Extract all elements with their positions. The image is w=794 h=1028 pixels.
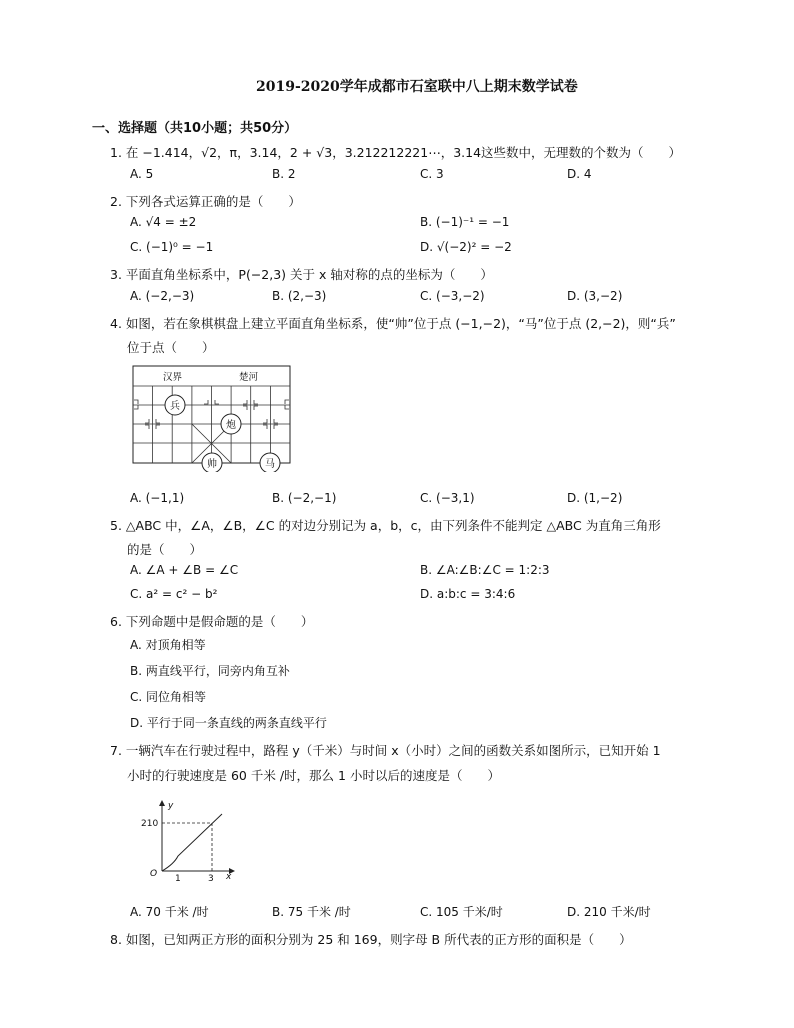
piece-horse xyxy=(260,453,280,472)
graph-x-tick-1: 1 xyxy=(175,874,181,884)
question-5-option-c: C. a² = c² − b² xyxy=(130,587,218,601)
piece-horse-label: 马 xyxy=(265,459,275,470)
graph-line xyxy=(162,814,222,871)
chess-board-figure xyxy=(125,362,300,472)
question-1-option-d: D. 4 xyxy=(567,167,592,181)
question-7-stem: 7. 一辆汽车在行驶过程中，路程 y（千米）与时间 x（小时）之间的函数关系如图所示，已知开始 1 xyxy=(110,743,661,758)
question-5-stem: 5. △ABC 中，∠A，∠B，∠C 的对边分别记为 a，b，c，由下列条件不能判定 △ABC 为直角三角形 xyxy=(110,518,661,533)
piece-cannon xyxy=(221,414,241,434)
piece-soldier xyxy=(165,395,185,415)
question-2-option-b: B. (−1)⁻¹ = −1 xyxy=(420,215,510,229)
section-header: 一、选择题（共10小题；共50分） xyxy=(92,121,298,136)
question-6-option-c: C. 同位角相等 xyxy=(130,690,207,704)
question-3-stem: 3. 平面直角坐标系中，P(−2,3) 关于 x 轴对称的点的坐标为（ ） xyxy=(110,267,493,282)
question-2-option-a: A. √4 = ±2 xyxy=(130,215,197,229)
question-7-option-c: C. 105 千米/时 xyxy=(420,905,503,919)
question-7-option-a: A. 70 千米 /时 xyxy=(130,905,209,919)
question-4-option-d: D. (1,−2) xyxy=(567,491,623,505)
distance-time-graph xyxy=(130,795,240,885)
page-title: 2019-2020学年成都市石室联中八上期末数学试卷 xyxy=(256,79,578,95)
question-1-stem: 1. 在 −1.414，√2，π，3.14，2 + √3，3.212212221⋯，3.14这些数中，无理数的个数为（ ） xyxy=(110,145,682,160)
question-5-stem-cont: 的是（ ） xyxy=(127,542,203,557)
question-2-stem: 2. 下列各式运算正确的是（ ） xyxy=(110,194,301,209)
piece-cannon-label: 炮 xyxy=(226,420,236,431)
piece-general xyxy=(202,453,222,472)
question-3-option-a: A. (−2,−3) xyxy=(130,289,195,303)
question-6-option-a: A. 对顶角相等 xyxy=(130,638,206,652)
question-4-option-a: A. (−1,1) xyxy=(130,491,185,505)
graph-x-label: x xyxy=(226,872,232,882)
graph-x-tick-3: 3 xyxy=(208,874,214,884)
question-4-stem-cont: 位于点（ ） xyxy=(127,340,215,355)
question-2-option-c: C. (−1)⁰ = −1 xyxy=(130,240,214,254)
question-3-option-b: B. (2,−3) xyxy=(272,289,327,303)
question-4-option-c: C. (−3,1) xyxy=(420,491,475,505)
question-6-option-b: B. 两直线平行，同旁内角互补 xyxy=(130,664,290,678)
question-3-option-c: C. (−3,−2) xyxy=(420,289,485,303)
question-1-option-b: B. 2 xyxy=(272,167,296,181)
graph-y-tick-210: 210 xyxy=(141,819,159,829)
question-3-option-d: D. (3,−2) xyxy=(567,289,623,303)
question-5-option-b: B. ∠A:∠B:∠C = 1:2:3 xyxy=(420,563,550,577)
question-5-option-d: D. a:b:c = 3:4:6 xyxy=(420,587,516,601)
question-6-stem: 6. 下列命题中是假命题的是（ ） xyxy=(110,614,314,629)
question-6-option-d: D. 平行于同一条直线的两条直线平行 xyxy=(130,716,327,730)
question-1-option-c: C. 3 xyxy=(420,167,444,181)
board-label-left: 汉界 xyxy=(163,372,183,383)
question-7-option-b: B. 75 千米 /时 xyxy=(272,905,351,919)
question-7-option-d: D. 210 千米/时 xyxy=(567,905,651,919)
question-1-option-a: A. 5 xyxy=(130,167,154,181)
graph-origin-label: O xyxy=(150,869,158,879)
question-2-option-d: D. √(−2)² = −2 xyxy=(420,240,512,254)
question-7-stem-cont: 小时的行驶速度是 60 千米 /时，那么 1 小时以后的速度是（ ） xyxy=(127,768,500,783)
graph-y-label: y xyxy=(168,801,174,811)
board-label-right: 楚河 xyxy=(239,372,259,383)
piece-soldier-label: 兵 xyxy=(170,401,180,412)
question-4-stem: 4. 如图，若在象棋棋盘上建立平面直角坐标系，使“帅”位于点 (−1,−2)，“马”位于点 (2,−2)，则“兵” xyxy=(110,316,676,331)
question-5-option-a: A. ∠A + ∠B = ∠C xyxy=(130,563,239,577)
piece-general-label: 帅 xyxy=(207,459,217,470)
question-8-stem: 8. 如图，已知两正方形的面积分别为 25 和 169，则字母 B 所代表的正方形的面积是（ ） xyxy=(110,932,632,947)
question-4-option-b: B. (−2,−1) xyxy=(272,491,337,505)
